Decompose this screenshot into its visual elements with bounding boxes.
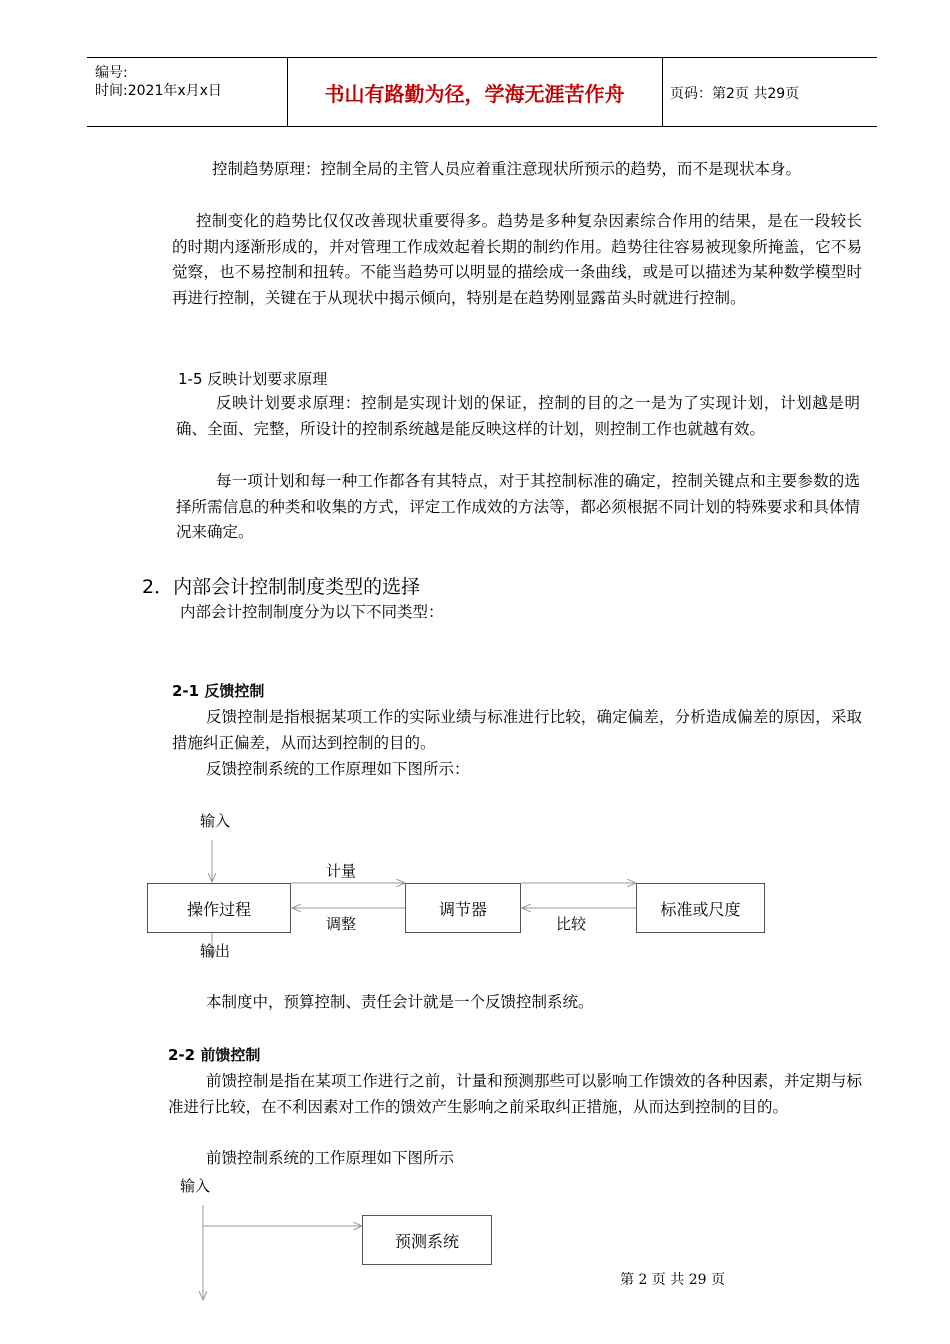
regulator-box: 调节器 — [405, 883, 521, 933]
measure-label: 计量 — [326, 862, 357, 880]
paragraph: 控制变化的趋势比仅仅改善现状重要得多。趋势是多种复杂因素综合作用的结果，是在一段较长的时期内逐渐形成的，并对管理工作成效起着长期的制约作用。趋势往往容易被现象所掩盖，它不易觉察，也不易控制和扭转。不能当趋势可以明显的描绘成一条曲线，或是可以描述为某种数学模型时再进行控制，关键在于从现状中揭示倾向，特别是在趋势刚显露苗头时就进行控制。 — [172, 212, 862, 307]
time-label: 时间:2021年x月x日 — [95, 83, 222, 99]
paragraph: 本制度中，预算控制、责任会计就是一个反馈控制系统。 — [206, 993, 594, 1011]
section-heading: 1-5 反映计划要求原理 — [178, 370, 328, 388]
diagram-input-label: 输入 — [200, 812, 231, 830]
operation-process-box: 操作过程 — [147, 883, 291, 933]
paragraph: 每一项计划和每一种工作都各有其特点，对于其控制标准的确定，控制关键点和主要参数的选择所需信息的种类和收集的方式，评定工作成效的方法等，都必须根据不同计划的特殊要求和具体情况来确定。 — [176, 472, 860, 541]
section-heading: 2-1 反馈控制 — [172, 682, 265, 700]
section-heading: 2-2 前馈控制 — [168, 1046, 261, 1064]
adjust-label: 调整 — [326, 915, 357, 933]
forecast-system-box: 预测系统 — [362, 1215, 492, 1265]
compare-label: 比较 — [556, 915, 587, 933]
header-motto: 书山有路勤为径，学海无涯苦作舟 — [324, 82, 625, 106]
paragraph: 反映计划要求原理：控制是实现计划的保证，控制的目的之一是为了实现计划，计划越是明确、全面、完整，所设计的控制系统越是能反映这样的计划，则控制工作也就越有效。 — [176, 394, 860, 438]
diagram-output-label: 输出 — [200, 942, 231, 960]
paragraph: 前馈控制系统的工作原理如下图所示 — [206, 1149, 455, 1167]
page-footer: 第 2 页 共 29 页 — [620, 1272, 725, 1288]
chapter-heading: 2．内部会计控制制度类型的选择 — [142, 576, 421, 598]
code-label: 编号: — [95, 65, 128, 81]
paragraph: 前馈控制是指在某项工作进行之前，计量和预测那些可以影响工作馈效的各种因素，并定期与标准进行比较，在不利因素对工作的馈效产生影响之前采取纠正措施，从而达到控制的目的。 — [168, 1072, 862, 1116]
standard-box: 标准或尺度 — [636, 883, 765, 933]
header-page-info: 页码：第2页 共29页 — [670, 86, 800, 102]
paragraph: 反馈控制系统的工作原理如下图所示： — [206, 760, 470, 778]
paragraph: 控制趋势原理：控制全局的主管人员应着重注意现状所预示的趋势，而不是现状本身。 — [212, 160, 802, 178]
paragraph: 内部会计控制制度分为以下不同类型： — [180, 603, 444, 621]
paragraph: 反馈控制是指根据某项工作的实际业绩与标准进行比较，确定偏差，分析造成偏差的原因，采取措施纠正偏差，从而达到控制的目的。 — [172, 708, 862, 752]
diagram2-input-label: 输入 — [180, 1177, 211, 1195]
